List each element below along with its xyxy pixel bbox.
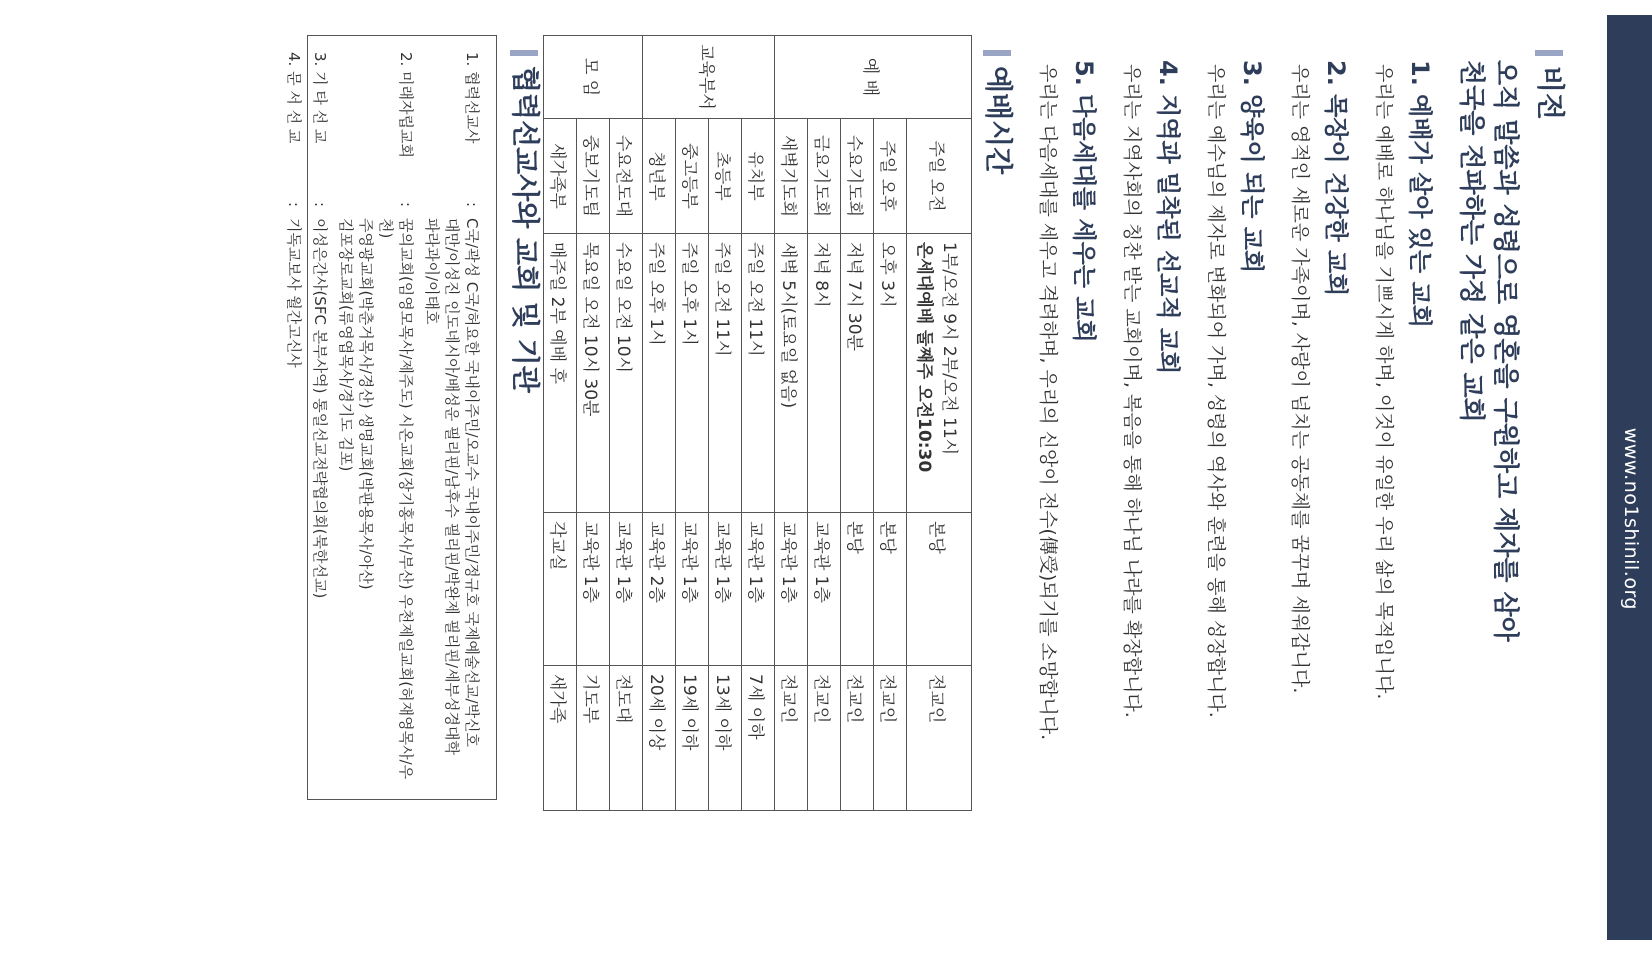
service-time: 주일 오후 1시 [676, 234, 709, 513]
table-row [577, 36, 610, 811]
table-row [676, 36, 709, 811]
table-row [907, 36, 972, 811]
service-time: 오후 3시 [874, 234, 907, 513]
partner-category-label: 2. 미래자립교회 [397, 52, 415, 159]
table-row [841, 36, 874, 811]
vision-item [1036, 60, 1104, 740]
service-target: 기도부 [577, 666, 610, 811]
vision-item [1204, 60, 1272, 718]
table-row [742, 36, 775, 811]
service-target: 13세 이하 [709, 666, 742, 811]
service-place: 본당 [907, 513, 972, 666]
service-time: 새벽 5시(토요일 없음) [775, 234, 808, 513]
partners-title: 협력선교사와 교회 및 기관 [507, 50, 547, 393]
group-meeting: 모 임 [544, 36, 643, 119]
table-row [775, 36, 808, 811]
service-target: 전도대 [610, 666, 643, 811]
table-row [874, 36, 907, 811]
header-bar [1607, 15, 1652, 940]
website-url[interactable]: www.no1shinil.org [1620, 427, 1642, 610]
service-time: 저녁 8시 [808, 234, 841, 513]
service-time: 주일 오후 1시 [643, 234, 676, 513]
service-time: 수요일 오전 10시 [610, 234, 643, 513]
section-bar-icon [1535, 50, 1563, 56]
service-target: 전교인 [808, 666, 841, 811]
service-place: 본당 [874, 513, 907, 666]
partners-box [285, 35, 497, 800]
partner-line: 파라과이/이태호 [423, 218, 441, 325]
service-place: 교육관 1층 [676, 513, 709, 666]
vision-item-heading: 4. 지역과 밀착된 선교적 교회 [1154, 60, 1182, 375]
vision-item [1372, 60, 1440, 699]
group-worship: 예 배 [775, 36, 972, 119]
service-target: 전교인 [874, 666, 907, 811]
service-target: 새가족 [544, 666, 577, 811]
service-place: 교육관 1층 [775, 513, 808, 666]
partner-line: 김포장로교회(류영엽목사/경기도 김포) [337, 218, 355, 472]
partner-line: C국/곽성 C국/허요한 국내이주민/오교수 국내이주민/정규호 국제예술선교/박신호 [463, 218, 481, 747]
table-row [808, 36, 841, 811]
worship-schedule-table [543, 35, 972, 811]
service-name: 중보기도팀 [577, 119, 610, 234]
vision-item-heading: 2. 목장이 건강한 교회 [1322, 60, 1350, 297]
service-target: 20세 이상 [643, 666, 676, 811]
service-place: 본당 [841, 513, 874, 666]
partner-line: 기독교보사 월간고신사 [285, 218, 303, 368]
service-name: 금요기도회 [808, 119, 841, 234]
partner-category-label: 1. 협력선교사 [463, 52, 481, 144]
service-name: 새벽기도회 [775, 119, 808, 234]
service-place: 교육관 1층 [742, 513, 775, 666]
service-name: 유치부 [742, 119, 775, 234]
service-target: 19세 이하 [676, 666, 709, 811]
service-target: 전교인 [775, 666, 808, 811]
partner-category: 1. 협력선교사 : C국/곽성 C국/허요한 국내이주민/오교수 국내이주민/정규호 국제예술선교/박신호 대만/이성진 인도네시아/배성운 필리핀/남후수 필리핀/박완제 필리핀/세부성경대학 파라과이/이태호 [422, 52, 482, 783]
service-target: 7세 이하 [742, 666, 775, 811]
section-bar-icon [983, 50, 1011, 56]
service-time: 1부/오전 9시 2부/오전 11시 온세대예배 둘째주 오전10:30 [907, 234, 972, 513]
mission-statement-line-1: 오직 말씀과 성령으로 영혼을 구원하고 제자를 삼아 [1490, 60, 1520, 642]
vision-item-text: 우리는 예수님의 제자로 변화되어 가며, 성령의 역사와 훈련을 통해 성장합니다. [1205, 64, 1227, 718]
vision-title: 비전 [1532, 50, 1572, 120]
service-time: 주일 오전 11시 [742, 234, 775, 513]
vision-item [1120, 60, 1188, 718]
partner-line: 주영광교회(박춘거목사/경산) 생명교회(박판용목사/아산) [357, 218, 375, 590]
service-name: 초등부 [709, 119, 742, 234]
section-bar-icon [510, 50, 538, 56]
partner-line: 이성은간사(SFC 본부사역) 통일선교전략협의회(북한선교) [311, 218, 329, 599]
service-time: 주일 오전 11시 [709, 234, 742, 513]
service-place: 교육관 2층 [643, 513, 676, 666]
partner-category: 3. 기 타 선 교 : 이성은간사(SFC 본부사역) 통일선교전략협의회(북한선교) [310, 52, 330, 783]
service-place: 교육관 1층 [808, 513, 841, 666]
vision-item-heading: 3. 양육이 되는 교회 [1238, 60, 1266, 274]
service-name: 수요전도대 [610, 119, 643, 234]
table-row [610, 36, 643, 811]
service-time-highlight: 온세대예배 둘째주 오전10:30 [914, 242, 934, 473]
group-education: 교육부서 [643, 36, 775, 119]
service-name: 청년부 [643, 119, 676, 234]
table-row [709, 36, 742, 811]
service-place: 교육관 1층 [709, 513, 742, 666]
service-target: 전교인 [841, 666, 874, 811]
table-row [544, 36, 577, 811]
mission-statement-line-2: 천국을 전파하는 가정 같은 교회 [1456, 60, 1486, 423]
vision-item-heading: 1. 예배가 살아 있는 교회 [1406, 60, 1434, 328]
partner-category-label: 3. 기 타 선 교 [311, 52, 329, 144]
service-place: 교육관 1층 [610, 513, 643, 666]
service-name: 수요기도회 [841, 119, 874, 234]
vision-item-text: 우리는 지역사회의 칭찬 받는 교회이며, 복음을 통해 하나님 나라를 확장합니다. [1121, 64, 1143, 718]
service-place: 각교실 [544, 513, 577, 666]
vision-item-heading: 5. 다음세대를 세우는 교회 [1070, 60, 1098, 343]
service-target: 전교인 [907, 666, 972, 811]
vision-item-text: 우리는 영적인 새로운 가족이며, 사랑이 넘치는 공동체를 꿈꾸며 세워갑니다. [1289, 64, 1311, 694]
vision-item-text: 우리는 다음세대를 세우고 격려하며, 우리의 신앙이 전수(傳受)되기를 소망합니다. [1037, 64, 1059, 741]
partner-category-label: 4. 문 서 선 교 [285, 52, 303, 144]
vision-item [1288, 60, 1356, 693]
service-place: 교육관 1층 [577, 513, 610, 666]
partner-category: 4. 문 서 선 교 : 기독교보사 월간고신사 [284, 52, 304, 783]
service-name: 새가족부 [544, 119, 577, 234]
service-name: 주일 오전 [907, 119, 972, 234]
partner-line: 꿈의교회(임영모목사/제주도) 시온교회(장기홍목사/부산) 우천제일교회(허재영목사/우천) [377, 218, 415, 780]
partner-line: 대만/이성진 인도네시아/배성운 필리핀/남후수 필리핀/박완제 필리핀/세부성경대학 [443, 218, 461, 756]
partner-category: 2. 미래자립교회 : 꿈의교회(임영모목사/제주도) 시온교회(장기홍목사/부산) 우천제일교회(허재영목사/우천) 주영광교회(박춘거목사/경산) 생명교회(박판용목사/아산) 김포장로교회(류영엽목사/경기도 김포) [336, 52, 416, 783]
service-time: 목요일 오전 10시 30분 [577, 234, 610, 513]
table-row [643, 36, 676, 811]
vision-item-text: 우리는 예배로 하나님을 기쁘시게 하며, 이것이 유일한 우리 삶의 목적입니다. [1373, 64, 1395, 700]
service-name: 중고등부 [676, 119, 709, 234]
worship-title: 예배시간 [980, 50, 1020, 174]
service-time: 저녁 7시 30분 [841, 234, 874, 513]
service-time: 매주일 2부 예배 후 [544, 234, 577, 513]
service-name: 주일 오후 [874, 119, 907, 234]
